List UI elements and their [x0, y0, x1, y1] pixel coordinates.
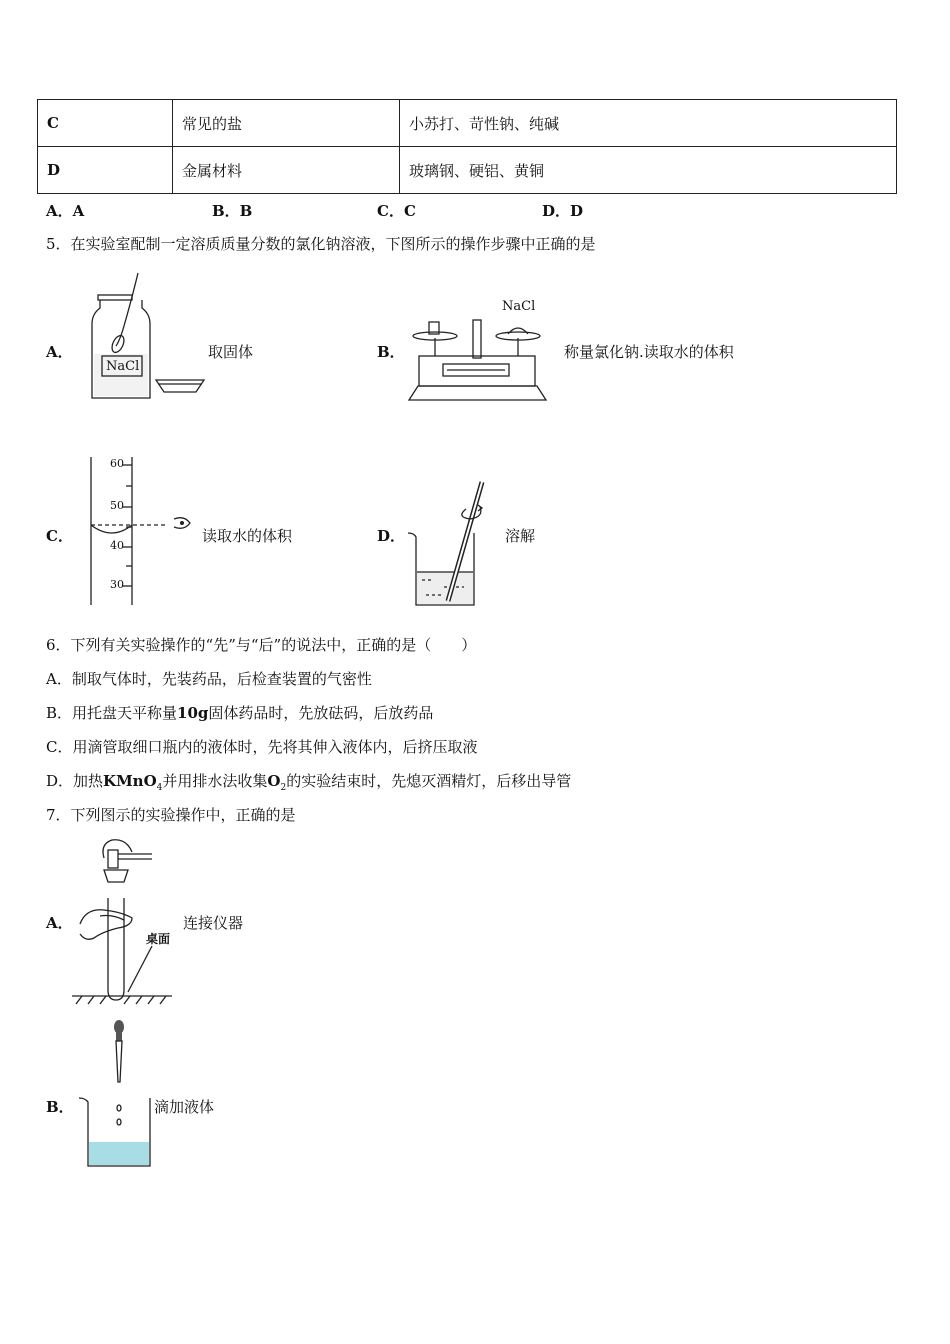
table-cell-examples: 玻璃钢、硬铝、黄铜 — [400, 147, 897, 194]
tick-40: 40 — [110, 539, 124, 552]
q4-option-b: B．B — [212, 202, 253, 220]
connect-apparatus-figure — [72, 834, 177, 1006]
q6-option-a: A．制取气体时，先装药品，后检查装置的气密性 — [46, 670, 372, 688]
table-cell-category: 金属材料 — [173, 147, 400, 194]
dropper-beaker-figure — [76, 1016, 156, 1171]
q7-option-b-caption: 滴加液体 — [154, 1098, 215, 1116]
desk-label: 桌面 — [146, 932, 171, 946]
table-cell-letter: C — [38, 100, 173, 147]
classification-table — [37, 99, 897, 194]
q6-stem: 6．下列有关实验操作的“先”与“后”的说法中，正确的是（ ） — [46, 636, 477, 654]
q5-option-d-caption: 溶解 — [505, 527, 536, 545]
q6-option-b: B．用托盘天平称量10g固体药品时，先放砝码，后放药品 — [46, 704, 434, 722]
q5-option-d-label: D． — [377, 527, 406, 545]
q4-option-a: A．A — [46, 202, 85, 220]
q7-option-b-label: B． — [46, 1098, 74, 1116]
q7-option-a-label: A． — [46, 914, 73, 932]
tick-30: 30 — [110, 578, 124, 591]
q5-option-b-caption: 称量氯化钠.读取水的体积 — [564, 343, 734, 361]
q5-option-a-caption: 取固体 — [208, 343, 254, 361]
table-row — [38, 100, 897, 147]
graduated-cylinder-figure — [88, 455, 198, 610]
table-cell-letter: D — [38, 147, 173, 194]
q5-option-a-label: A． — [46, 343, 73, 361]
q7-option-a-caption: 连接仪器 — [183, 914, 244, 932]
beaker-stirring-figure — [404, 477, 504, 609]
q4-option-c: C．C — [377, 202, 416, 220]
table-cell-examples: 小苏打、苛性钠、纯碱 — [400, 100, 897, 147]
q6-option-d: D．加热KMnO$_4$并用排水法收集$O_2$的实验结束时，先熄灭酒精灯，后移出导管 — [46, 772, 572, 793]
q5-stem: 5．在实验室配制一定溶质质量分数的氯化钠溶液，下图所示的操作步骤中正确的是 — [46, 235, 596, 253]
reagent-bottle-figure — [88, 268, 213, 403]
q6-option-c: C．用滴管取细口瓶内的液体时，先将其伸入液体内，后挤压取液 — [46, 738, 478, 756]
tick-60: 60 — [110, 457, 124, 470]
table-row — [38, 147, 897, 194]
table-cell-category: 常见的盐 — [173, 100, 400, 147]
tick-50: 50 — [110, 499, 124, 512]
q5-option-b-label: B． — [377, 343, 405, 361]
bottle-label-nacl: NaCl — [106, 359, 140, 374]
q7-stem: 7．下列图示的实验操作中，正确的是 — [46, 806, 296, 824]
balance-label-nacl: NaCl — [502, 299, 536, 314]
q4-option-d: D．D — [542, 202, 584, 220]
q5-option-c-caption: 读取水的体积 — [202, 527, 293, 545]
q5-option-c-label: C． — [46, 527, 73, 545]
